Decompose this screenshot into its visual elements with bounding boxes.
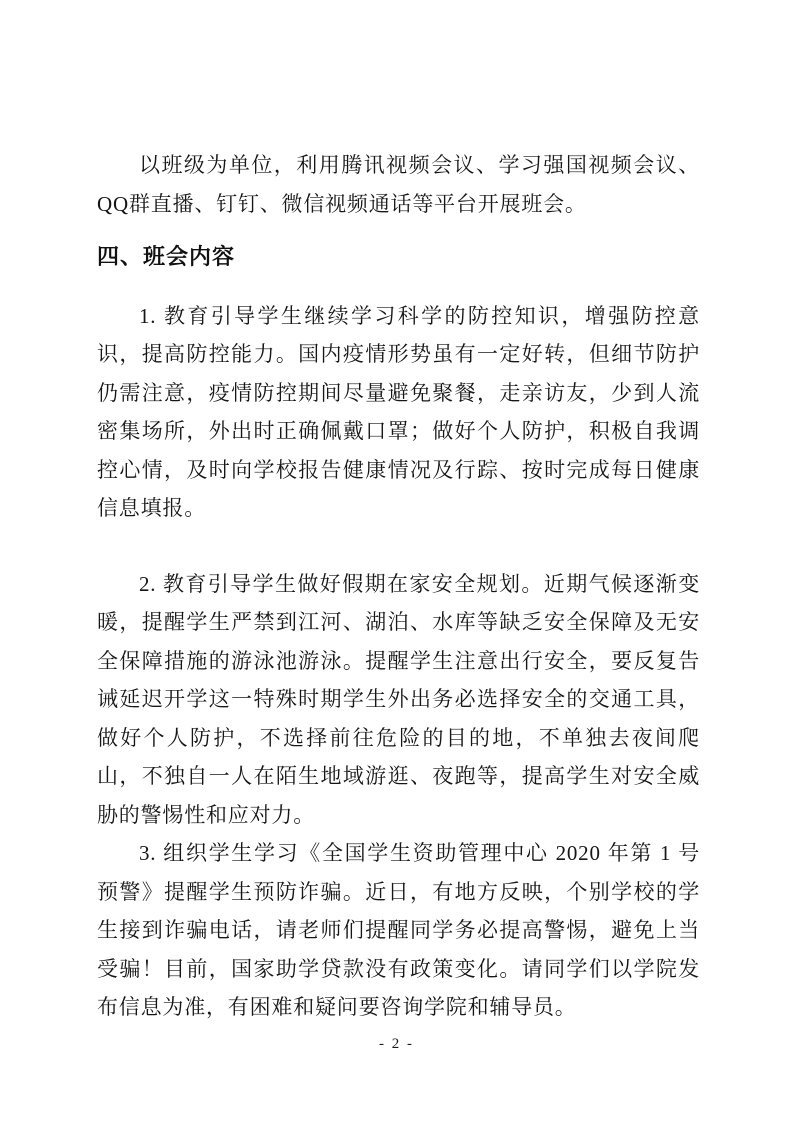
body-paragraph-1: 1. 教育引导学生继续学习科学的防控知识，增强防控意识，提高防控能力。国内疫情形势虽有一定好转，但细节防护仍需注意，疫情防控期间尽量避免聚餐，走亲访友，少到人流密集场所，外出时正确佩戴口罩；做好个人防护，积极自我调控心情，及时向学校报告健康情况及行踪、按时完成每日健康信息填报。 bbox=[97, 303, 700, 520]
page-number: - 2 - bbox=[379, 1036, 414, 1052]
body-paragraph-3: 3. 组织学生学习《全国学生资助管理中心 2020 年第 1 号预警》提醒学生预防诈骗。近日，有地方反映，个别学校的学生接到诈骗电话，请老师们提醒同学务必提高警惕，避免上当受骗！目前，国家助学贷款没有政策变化。请同学们以学院发布信息为准，有困难和疑问要咨询学院和辅导员。 bbox=[97, 841, 700, 1019]
body-paragraph-2: 2. 教育引导学生做好假期在家安全规划。近期气候逐渐变暖，提醒学生严禁到江河、湖泊、水库等缺乏安全保障及无安全保障措施的游泳池游泳。提醒学生注意出行安全，要反复告诫延迟开学这一特殊时期学生外出务必选择安全的交通工具，做好个人防护，不选择前往危险的目的地，不单独去夜间爬山，不独自一人在陌生地域游逛、夜跑等，提高学生对安全威胁的警惕性和应对力。 bbox=[97, 571, 700, 827]
section-heading: 四、班会内容 bbox=[97, 244, 236, 269]
intro-paragraph: 以班级为单位，利用腾讯视频会议、学习强国视频会议、QQ群直播、钉钉、微信视频通话等平台开展班会。 bbox=[97, 153, 700, 216]
